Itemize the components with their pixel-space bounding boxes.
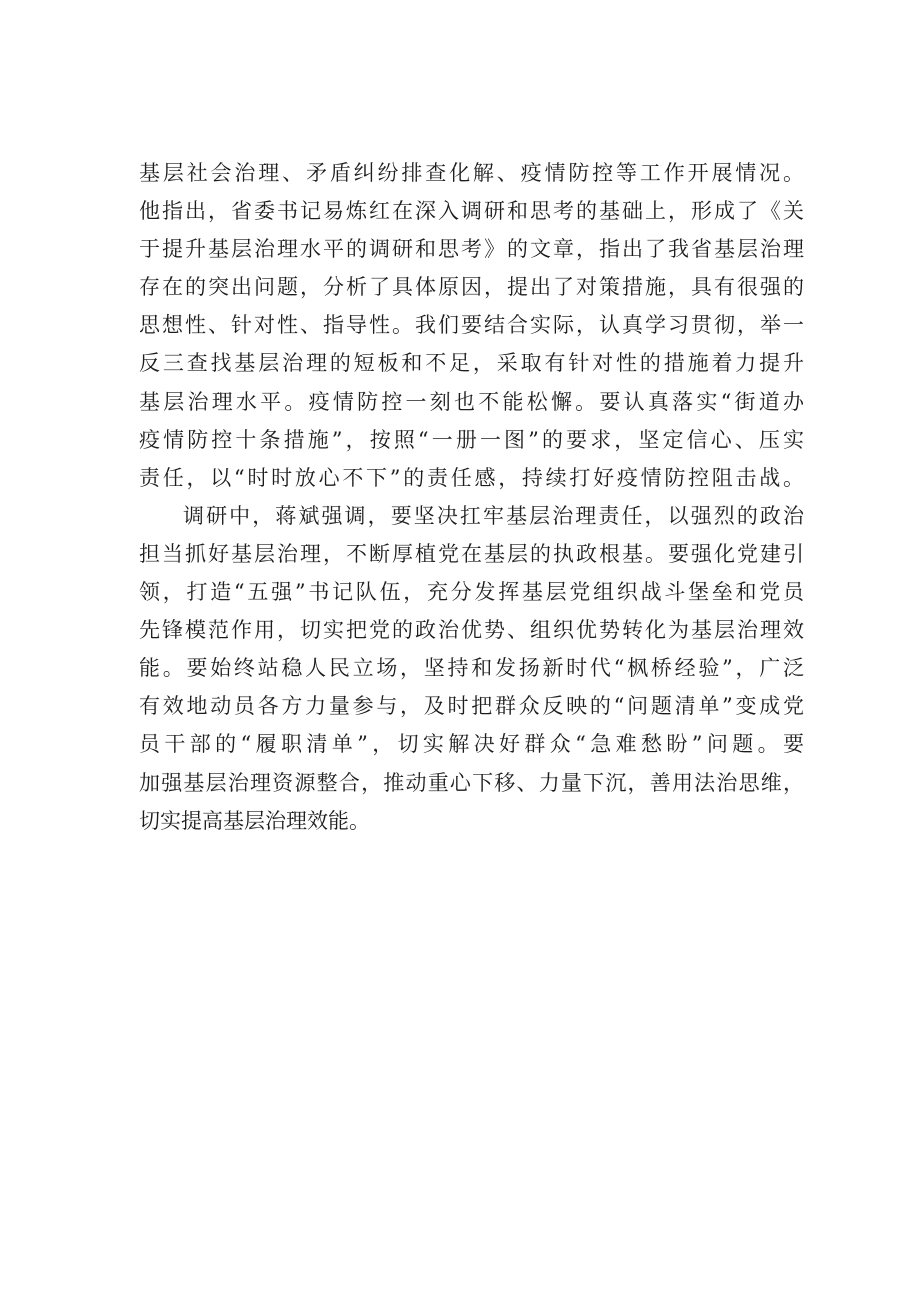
text-line: 先锋模范作用，切实把党的政治优势、组织优势转化为基层治理效 xyxy=(139,618,804,643)
document-body xyxy=(139,154,804,840)
text-line: 领，打造“五强”书记队伍，充分发挥基层党组织战斗堡垒和党员 xyxy=(139,580,804,605)
text-line: 担当抓好基层治理，不断厚植党在基层的执政根基。要强化党建引 xyxy=(139,541,804,566)
text-line: 调研中，蒋斌强调，要坚决扛牢基层治理责任，以强烈的政治 xyxy=(183,503,804,528)
text-line: 他指出，省委书记易炼红在深入调研和思考的基础上，形成了《关 xyxy=(139,199,804,224)
text-line: 加强基层治理资源整合，推动重心下移、力量下沉，善用法治思维， xyxy=(139,770,804,795)
text-line: 基层治理水平。疫情防控一刻也不能松懈。要认真落实“街道办 xyxy=(139,389,804,414)
text-line: 疫情防控十条措施”，按照“一册一图”的要求，坚定信心、压实 xyxy=(139,427,804,452)
text-line: 思想性、针对性、指导性。我们要结合实际，认真学习贯彻，举一 xyxy=(139,313,804,338)
text-line: 反三查找基层治理的短板和不足，采取有针对性的措施着力提升 xyxy=(139,351,804,376)
text-line: 切实提高基层治理效能。 xyxy=(139,808,370,833)
text-line: 基层社会治理、矛盾纠纷排查化解、疫情防控等工作开展情况。 xyxy=(139,161,804,185)
text-line: 责任，以“时时放心不下”的责任感，持续打好疫情防控阻击战。 xyxy=(139,465,804,490)
text-line: 能。要始终站稳人民立场，坚持和发扬新时代“枫桥经验”，广泛 xyxy=(139,656,804,681)
text-line: 于提升基层治理水平的调研和思考》的文章，指出了我省基层治理 xyxy=(139,237,804,262)
text-line: 员干部的“履职清单”，切实解决好群众“急难愁盼”问题。要 xyxy=(139,732,804,757)
paragraph-1 xyxy=(139,154,804,497)
text-line: 有效地动员各方力量参与，及时把群众反映的“问题清单”变成党 xyxy=(139,694,804,719)
text-line: 存在的突出问题，分析了具体原因，提出了对策措施，具有很强的 xyxy=(139,275,804,300)
paragraph-2 xyxy=(139,497,804,840)
